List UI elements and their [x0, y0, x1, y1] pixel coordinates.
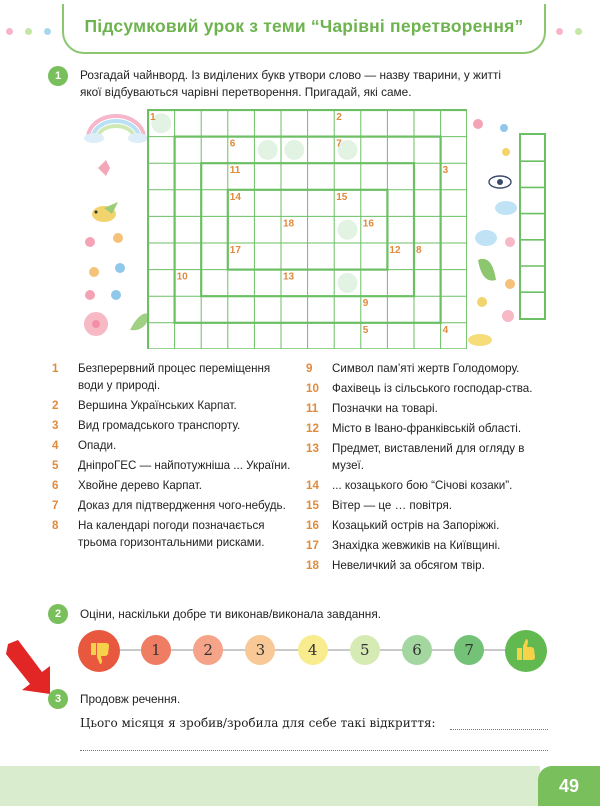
clue-number: 6	[52, 479, 59, 492]
clue-number: 2	[52, 399, 59, 412]
task-1-line-1: Розгадай чайнворд. Із виділених букв утвори слово — назву тварини, у житті	[80, 68, 501, 82]
grid-number-8: 8	[416, 245, 422, 256]
clue-item	[306, 497, 550, 514]
page-number: 49	[538, 766, 600, 806]
rating-option-4[interactable]: 4	[298, 635, 328, 665]
header-banner	[62, 4, 546, 54]
answer-column	[519, 133, 546, 320]
clue-text: ... козацького бою “Січові козаки”.	[332, 479, 513, 492]
clue-text: Козацький острів на Запоріжжі.	[332, 519, 500, 532]
clue-number: 18	[306, 559, 319, 572]
butterfly-icon	[98, 160, 110, 176]
clue-text: Вітер — це … повітря.	[332, 499, 453, 512]
clue-text: Вид громадського транспорту.	[78, 419, 241, 432]
decorations-left	[80, 110, 148, 350]
clue-number: 15	[306, 499, 319, 512]
clue-number: 14	[306, 479, 319, 492]
clue-number: 5	[52, 459, 59, 472]
task-1-badge: 1	[48, 66, 68, 86]
clue-item	[52, 497, 292, 514]
grid-number-4: 4	[442, 324, 449, 336]
task-2-instructions: Оціни, наскільки добре ти виконав/виконала завдання.	[80, 607, 381, 621]
clue-text: Знахідка жевжиків на Київщині.	[332, 539, 501, 552]
clue-item	[52, 517, 292, 551]
clue-number: 12	[306, 422, 319, 435]
clue-item	[306, 440, 550, 474]
clue-item	[306, 360, 550, 377]
clue-text: Місто в Івано-франківській області.	[332, 422, 522, 435]
clue-text: Символ пам’яті жертв Голодомору.	[332, 362, 520, 375]
thumbs-down-icon	[78, 630, 120, 672]
grid-number-14: 14	[229, 191, 241, 203]
clue-number: 17	[306, 539, 319, 552]
flower-icon	[473, 119, 483, 129]
flowers-icon	[84, 233, 148, 336]
clue-number: 7	[52, 499, 59, 512]
answer-line-2[interactable]	[80, 750, 548, 751]
grid-number-11: 11	[229, 165, 241, 177]
clue-text: Фахівець із сільського господар-ства.	[332, 382, 533, 395]
task-3-badge: 3	[48, 689, 68, 709]
clue-text: Позначки на товарі.	[332, 402, 438, 415]
highlight-cell	[258, 140, 278, 160]
clue-text: Невеличкий за обсягом твір.	[332, 559, 485, 572]
clue-item	[306, 400, 550, 417]
clue-text: Хвойне дерево Карпат.	[78, 479, 202, 492]
clue-text: Предмет, виставлений для огляду в музеї.	[332, 442, 525, 472]
grid-number-1: 1	[150, 112, 156, 123]
clue-number: 4	[52, 439, 59, 452]
task-3-instructions: Продовж речення.	[80, 692, 181, 706]
red-arrow-icon	[4, 640, 54, 696]
bird-icon	[92, 202, 118, 222]
clue-number: 3	[52, 419, 59, 432]
clue-item	[52, 360, 292, 394]
clue-text: Вершина Українських Карпат.	[78, 399, 237, 412]
bee-icon	[502, 148, 510, 156]
grid-number-5: 5	[362, 324, 369, 336]
grid-number-7: 7	[336, 138, 342, 150]
clue-number: 16	[306, 519, 319, 532]
decorative-dots-left	[6, 20, 63, 26]
clue-text: Доказ для підтвердження чого-небудь.	[78, 499, 286, 512]
rating-option-7[interactable]: 7	[454, 635, 484, 665]
task-3-sentence: Цього місяця я зробив/зробила для себе такі відкриття:	[80, 716, 436, 730]
thumbs-down-button[interactable]	[78, 630, 120, 672]
answer-line-1[interactable]	[450, 729, 548, 730]
clue-text: Опади.	[78, 439, 117, 452]
grid-number-18: 18	[283, 218, 295, 230]
grid-number-6: 6	[229, 138, 236, 150]
clue-item	[52, 477, 292, 494]
clue-number: 11	[306, 402, 319, 415]
rating-option-3[interactable]: 3	[245, 635, 275, 665]
clue-text: На календарі погоди позначається трьома горизонтальними рисками.	[78, 519, 265, 549]
clue-number: 9	[306, 362, 313, 375]
clue-item	[52, 397, 292, 414]
task-1-instructions	[80, 67, 550, 101]
decorations-right	[466, 110, 520, 350]
clue-item	[306, 420, 550, 437]
grid-number-3: 3	[442, 165, 449, 177]
clue-item	[306, 477, 550, 494]
task-2-badge: 2	[48, 604, 68, 624]
rating-option-2[interactable]: 2	[193, 635, 223, 665]
footer-band	[0, 766, 540, 806]
grid-number-10: 10	[176, 271, 188, 283]
clue-number: 13	[306, 442, 319, 455]
rating-option-6[interactable]: 6	[402, 635, 432, 665]
task-1-line-2: якої відбуваються чарівні перетворення. Пригадай, які саме.	[80, 85, 412, 99]
clue-item	[306, 557, 550, 574]
highlight-cell	[284, 140, 304, 160]
clue-item	[52, 437, 292, 454]
clue-item	[52, 457, 292, 474]
grid-number-9: 9	[362, 298, 369, 310]
clue-number: 1	[52, 362, 59, 375]
clue-item	[306, 517, 550, 534]
grid-number-13: 13	[283, 271, 295, 283]
crossword-grid	[147, 109, 467, 349]
thumbs-up-icon	[505, 630, 547, 672]
grid-number-16: 16	[362, 218, 374, 230]
grid-number-12: 12	[389, 245, 401, 256]
thumbs-up-button[interactable]	[505, 630, 547, 672]
grid-number-17: 17	[229, 245, 241, 256]
clue-text: Безперервний процес переміщення води у природі.	[78, 362, 271, 392]
clue-number: 8	[52, 519, 59, 532]
page-title: Підсумковий урок з теми “Чарівні перетворення”	[84, 16, 524, 36]
clue-item	[306, 380, 550, 397]
clues-right-list	[306, 360, 550, 577]
grid-number-2: 2	[336, 112, 342, 123]
eye-icon	[489, 176, 511, 188]
leaf-icon	[478, 259, 496, 281]
clue-text: ДніпроГЕС — найпотужніша ... України.	[78, 459, 291, 472]
rating-option-1[interactable]: 1	[141, 635, 171, 665]
rainbow-icon	[84, 116, 148, 143]
grid-number-15: 15	[336, 191, 348, 203]
decorative-dots-right	[556, 20, 594, 26]
clues-left-list	[52, 360, 292, 554]
highlight-cell	[338, 220, 358, 240]
rating-option-5[interactable]: 5	[350, 635, 380, 665]
clue-item	[306, 537, 550, 554]
clue-number: 10	[306, 382, 319, 395]
highlight-cell	[338, 273, 358, 293]
rating-scale	[78, 630, 548, 670]
clue-item	[52, 417, 292, 434]
